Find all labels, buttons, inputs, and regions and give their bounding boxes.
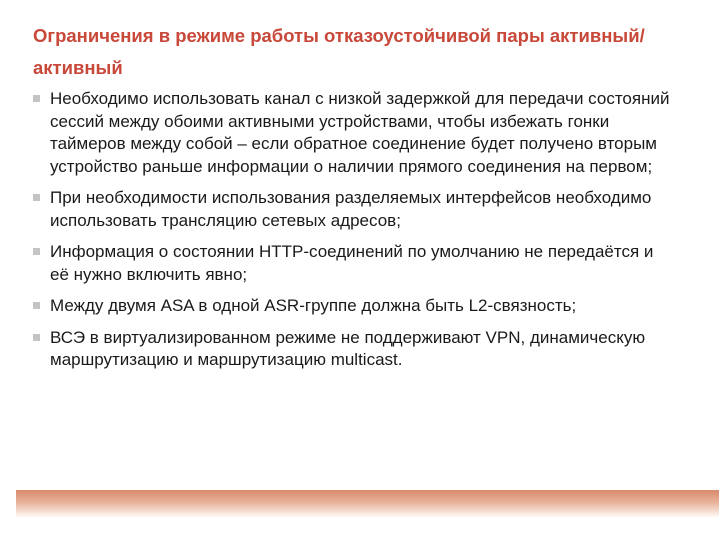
bullet-text: Между двумя ASA в одной ASR-группе должна быть L2-связность;	[50, 296, 577, 315]
square-bullet-icon	[33, 194, 40, 201]
bullet-list	[33, 88, 673, 372]
bullet-item	[33, 241, 673, 286]
square-bullet-icon	[33, 95, 40, 102]
square-bullet-icon	[33, 302, 40, 309]
bullet-text: При необходимости использования разделяемых интерфейсов необходимо использовать трансляцию сетевых адресов;	[50, 188, 652, 230]
bullet-item	[33, 295, 673, 318]
bullet-text: Необходимо использовать канал с низкой задержкой для передачи состояний сессий между обоими активными устройствами, чтобы избежать гонки таймеров между собой – если обратное соединение будет получено вторым устройство раньше информации о наличии прямого соединения на первом;	[50, 89, 670, 176]
bullet-item	[33, 88, 673, 178]
square-bullet-icon	[33, 248, 40, 255]
square-bullet-icon	[33, 334, 40, 341]
footer-gradient-bar	[16, 490, 719, 518]
bullet-text: ВСЭ в виртуализированном режиме не поддерживают VPN, динамическую маршрутизацию и маршрутизацию multicast.	[50, 327, 646, 369]
bullet-item	[33, 327, 673, 372]
slide-title: Ограничения в режиме работы отказоустойчивой пары активный/активный	[33, 25, 645, 78]
bullet-text: Информация о состоянии HTTP-соединений по умолчанию не передаётся и её нужно включить явно;	[50, 242, 654, 284]
bullet-item	[33, 187, 673, 232]
